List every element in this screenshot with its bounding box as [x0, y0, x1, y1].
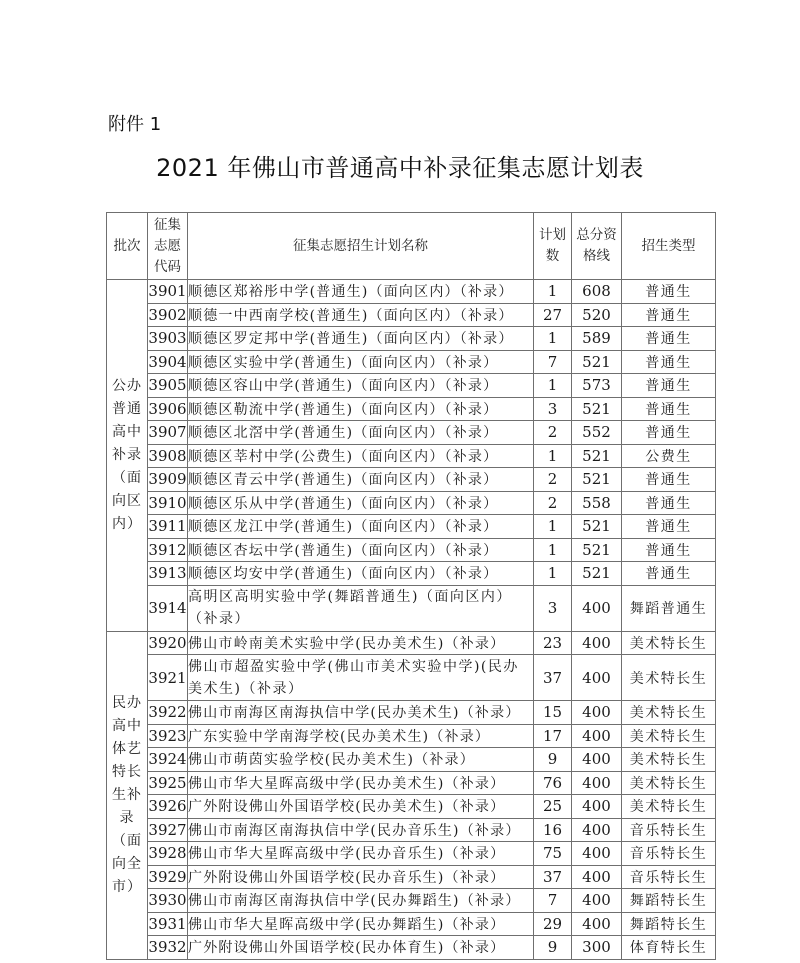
table-row: [107, 350, 716, 374]
table-row: [107, 865, 716, 889]
header-name: 征集志愿招生计划名称: [188, 213, 534, 280]
score-cell: 558: [572, 491, 622, 515]
table-row: [107, 421, 716, 445]
header-code: 征集志愿代码: [148, 213, 188, 280]
code-cell: 3931: [148, 912, 188, 936]
score-cell: 400: [572, 771, 622, 795]
count-cell: 75: [534, 842, 572, 866]
score-cell: 521: [572, 468, 622, 492]
score-cell: 521: [572, 515, 622, 539]
code-cell: 3932: [148, 936, 188, 960]
type-cell: 体育特长生: [622, 936, 716, 960]
score-cell: 400: [572, 889, 622, 913]
type-cell: 普通生: [622, 303, 716, 327]
code-cell: 3922: [148, 701, 188, 725]
name-cell: 顺德区青云中学(普通生)（面向区内）（补录）: [188, 468, 534, 492]
type-cell: 普通生: [622, 374, 716, 398]
type-cell: 音乐特长生: [622, 842, 716, 866]
count-cell: 37: [534, 865, 572, 889]
count-cell: 2: [534, 421, 572, 445]
batch-cell: 民办高中体艺特长生补录（面向全市）: [107, 631, 148, 959]
table-row: [107, 724, 716, 748]
type-cell: 普通生: [622, 350, 716, 374]
name-cell: 佛山市南海区南海执信中学(民办舞蹈生)（补录）: [188, 889, 534, 913]
code-cell: 3903: [148, 327, 188, 351]
table-row: [107, 795, 716, 819]
code-cell: 3912: [148, 538, 188, 562]
name-cell: 佛山市华大星晖高级中学(民办音乐生)（补录）: [188, 842, 534, 866]
type-cell: 普通生: [622, 421, 716, 445]
table-row: [107, 912, 716, 936]
name-cell: 广外附设佛山外国语学校(民办音乐生)（补录）: [188, 865, 534, 889]
score-cell: 400: [572, 748, 622, 772]
table-row: [107, 701, 716, 725]
name-cell: 广外附设佛山外国语学校(民办体育生)（补录）: [188, 936, 534, 960]
type-cell: 美术特长生: [622, 701, 716, 725]
attachment-label: 附件 1: [108, 114, 162, 135]
name-cell: 顺德区龙江中学(普通生)（面向区内）（补录）: [188, 515, 534, 539]
count-cell: 1: [534, 280, 572, 304]
code-cell: 3904: [148, 350, 188, 374]
type-cell: 美术特长生: [622, 771, 716, 795]
count-cell: 3: [534, 585, 572, 631]
score-cell: 400: [572, 724, 622, 748]
table-header-row: [107, 213, 716, 280]
count-cell: 2: [534, 468, 572, 492]
name-cell: 顺德区容山中学(普通生)（面向区内）（补录）: [188, 374, 534, 398]
header-count: 计划数: [534, 213, 572, 280]
score-cell: 589: [572, 327, 622, 351]
score-cell: 400: [572, 865, 622, 889]
score-cell: 300: [572, 936, 622, 960]
count-cell: 17: [534, 724, 572, 748]
count-cell: 1: [534, 444, 572, 468]
count-cell: 23: [534, 631, 572, 655]
code-cell: 3913: [148, 562, 188, 586]
score-cell: 400: [572, 701, 622, 725]
count-cell: 25: [534, 795, 572, 819]
name-cell: 佛山市岭南美术实验中学(民办美术生)（补录）: [188, 631, 534, 655]
score-cell: 608: [572, 280, 622, 304]
count-cell: 76: [534, 771, 572, 795]
table-row: [107, 515, 716, 539]
name-cell: 顺德区杏坛中学(普通生)（面向区内）（补录）: [188, 538, 534, 562]
name-cell: 佛山市萌茵实验学校(民办美术生)（补录）: [188, 748, 534, 772]
table-row: [107, 655, 716, 701]
count-cell: 27: [534, 303, 572, 327]
score-cell: 400: [572, 655, 622, 701]
code-cell: 3910: [148, 491, 188, 515]
count-cell: 3: [534, 397, 572, 421]
score-cell: 521: [572, 350, 622, 374]
type-cell: 普通生: [622, 538, 716, 562]
score-cell: 521: [572, 444, 622, 468]
table-row: [107, 585, 716, 631]
code-cell: 3928: [148, 842, 188, 866]
header-score: 总分资格线: [572, 213, 622, 280]
count-cell: 1: [534, 562, 572, 586]
count-cell: 7: [534, 889, 572, 913]
type-cell: 普通生: [622, 327, 716, 351]
score-cell: 400: [572, 585, 622, 631]
header-batch: 批次: [107, 213, 148, 280]
code-cell: 3907: [148, 421, 188, 445]
score-cell: 400: [572, 912, 622, 936]
code-cell: 3925: [148, 771, 188, 795]
code-cell: 3901: [148, 280, 188, 304]
name-cell: 顺德区郑裕彤中学(普通生)（面向区内）（补录）: [188, 280, 534, 304]
type-cell: 普通生: [622, 280, 716, 304]
name-cell: 佛山市华大星晖高级中学(民办美术生)（补录）: [188, 771, 534, 795]
name-cell: 顺德一中西南学校(普通生)（面向区内）（补录）: [188, 303, 534, 327]
type-cell: 美术特长生: [622, 748, 716, 772]
name-cell: 广东实验中学南海学校(民办美术生)（补录）: [188, 724, 534, 748]
code-cell: 3920: [148, 631, 188, 655]
score-cell: 400: [572, 631, 622, 655]
count-cell: 9: [534, 936, 572, 960]
name-cell: 顺德区莘村中学(公费生)（面向区内）（补录）: [188, 444, 534, 468]
type-cell: 普通生: [622, 562, 716, 586]
code-cell: 3929: [148, 865, 188, 889]
table-row: [107, 562, 716, 586]
name-cell: 佛山市超盈实验中学(佛山市美术实验中学)(民办美术生)（补录）: [188, 655, 534, 701]
name-cell: 顺德区北滘中学(普通生)（面向区内）（补录）: [188, 421, 534, 445]
score-cell: 400: [572, 842, 622, 866]
count-cell: 7: [534, 350, 572, 374]
count-cell: 1: [534, 538, 572, 562]
table-row: [107, 936, 716, 960]
count-cell: 1: [534, 327, 572, 351]
name-cell: 顺德区均安中学(普通生)（面向区内）（补录）: [188, 562, 534, 586]
header-type: 招生类型: [622, 213, 716, 280]
score-cell: 521: [572, 562, 622, 586]
count-cell: 1: [534, 515, 572, 539]
score-cell: 400: [572, 795, 622, 819]
type-cell: 美术特长生: [622, 724, 716, 748]
count-cell: 37: [534, 655, 572, 701]
count-cell: 15: [534, 701, 572, 725]
table-row: [107, 397, 716, 421]
table-row: [107, 280, 716, 304]
type-cell: 音乐特长生: [622, 818, 716, 842]
code-cell: 3930: [148, 889, 188, 913]
score-cell: 521: [572, 397, 622, 421]
type-cell: 舞蹈特长生: [622, 889, 716, 913]
count-cell: 1: [534, 374, 572, 398]
name-cell: 顺德区实验中学(普通生)（面向区内）（补录）: [188, 350, 534, 374]
table-row: [107, 889, 716, 913]
name-cell: 顺德区勒流中学(普通生)（面向区内）（补录）: [188, 397, 534, 421]
table-row: [107, 444, 716, 468]
table-row: [107, 468, 716, 492]
table-row: [107, 538, 716, 562]
count-cell: 16: [534, 818, 572, 842]
code-cell: 3906: [148, 397, 188, 421]
page-title: 2021 年佛山市普通高中补录征集志愿计划表: [156, 154, 644, 182]
type-cell: 音乐特长生: [622, 865, 716, 889]
table-row: [107, 842, 716, 866]
name-cell: 佛山市南海区南海执信中学(民办音乐生)（补录）: [188, 818, 534, 842]
code-cell: 3902: [148, 303, 188, 327]
score-cell: 520: [572, 303, 622, 327]
code-cell: 3923: [148, 724, 188, 748]
name-cell: 广外附设佛山外国语学校(民办美术生)（补录）: [188, 795, 534, 819]
code-cell: 3924: [148, 748, 188, 772]
plan-table: [106, 212, 716, 960]
count-cell: 2: [534, 491, 572, 515]
table-row: [107, 374, 716, 398]
name-cell: 佛山市华大星晖高级中学(民办舞蹈生)（补录）: [188, 912, 534, 936]
score-cell: 400: [572, 818, 622, 842]
code-cell: 3926: [148, 795, 188, 819]
table-row: [107, 303, 716, 327]
table-row: [107, 771, 716, 795]
table-row: [107, 327, 716, 351]
batch-cell: 公办普通高中补录（面向区内）: [107, 280, 148, 632]
name-cell: 高明区高明实验中学(舞蹈普通生)（面向区内）（补录）: [188, 585, 534, 631]
type-cell: 美术特长生: [622, 631, 716, 655]
score-cell: 552: [572, 421, 622, 445]
table-row: [107, 631, 716, 655]
type-cell: 美术特长生: [622, 655, 716, 701]
type-cell: 美术特长生: [622, 795, 716, 819]
name-cell: 佛山市南海区南海执信中学(民办美术生)（补录）: [188, 701, 534, 725]
name-cell: 顺德区罗定邦中学(普通生)（面向区内）（补录）: [188, 327, 534, 351]
score-cell: 573: [572, 374, 622, 398]
code-cell: 3911: [148, 515, 188, 539]
table-row: [107, 818, 716, 842]
code-cell: 3921: [148, 655, 188, 701]
code-cell: 3909: [148, 468, 188, 492]
type-cell: 公费生: [622, 444, 716, 468]
code-cell: 3908: [148, 444, 188, 468]
type-cell: 普通生: [622, 515, 716, 539]
count-cell: 29: [534, 912, 572, 936]
score-cell: 521: [572, 538, 622, 562]
type-cell: 舞蹈特长生: [622, 912, 716, 936]
name-cell: 顺德区乐从中学(普通生)（面向区内）（补录）: [188, 491, 534, 515]
type-cell: 普通生: [622, 397, 716, 421]
code-cell: 3905: [148, 374, 188, 398]
count-cell: 9: [534, 748, 572, 772]
code-cell: 3927: [148, 818, 188, 842]
table-row: [107, 491, 716, 515]
code-cell: 3914: [148, 585, 188, 631]
type-cell: 普通生: [622, 491, 716, 515]
table-row: [107, 748, 716, 772]
type-cell: 普通生: [622, 468, 716, 492]
type-cell: 舞蹈普通生: [622, 585, 716, 631]
